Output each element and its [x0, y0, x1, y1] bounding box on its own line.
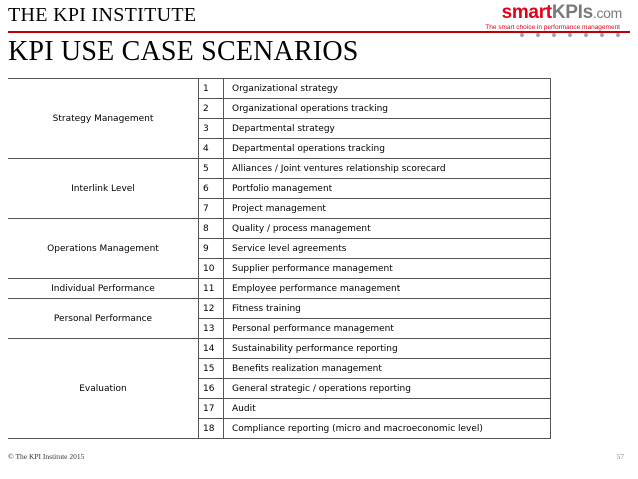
logo-dot	[520, 33, 524, 37]
kpi-table-body	[8, 79, 551, 439]
scenario-number: 16	[199, 379, 224, 399]
scenario-label: Alliances / Joint ventures relationship scorecard	[224, 159, 551, 179]
logo-dot	[600, 33, 604, 37]
table-row	[8, 159, 551, 179]
scenario-number: 13	[199, 319, 224, 339]
scenario-label: Quality / process management	[224, 219, 551, 239]
scenario-number: 7	[199, 199, 224, 219]
scenario-label: Employee performance management	[224, 279, 551, 299]
table-row	[8, 219, 551, 239]
scenario-label: Departmental operations tracking	[224, 139, 551, 159]
table-row	[8, 299, 551, 319]
scenario-number: 14	[199, 339, 224, 359]
category-cell: Individual Performance	[8, 279, 199, 299]
category-cell: Evaluation	[8, 339, 199, 439]
scenario-number: 4	[199, 139, 224, 159]
footer-copyright: © The KPI Institute 2015	[8, 452, 85, 461]
scenario-number: 10	[199, 259, 224, 279]
kpi-table	[8, 78, 551, 439]
scenario-label: Organizational strategy	[224, 79, 551, 99]
table-row	[8, 339, 551, 359]
brand-letter-t: T	[8, 4, 21, 26]
scenario-label: Benefits realization management	[224, 359, 551, 379]
logo-kpis: KPIs	[551, 2, 593, 23]
scenario-number: 1	[199, 79, 224, 99]
logo-dot	[616, 33, 620, 37]
category-cell: Interlink Level	[8, 159, 199, 219]
page-title: KPI USE CASE SCENARIOS	[8, 36, 359, 67]
brand-word-institute: NSTITUTE	[98, 4, 197, 26]
category-cell: Operations Management	[8, 219, 199, 279]
header-divider	[8, 31, 630, 33]
logo-dot	[568, 33, 572, 37]
scenario-number: 17	[199, 399, 224, 419]
scenario-number: 6	[199, 179, 224, 199]
logo-wordmark	[502, 2, 622, 24]
logo-dot	[536, 33, 540, 37]
brand-letter-i: I	[91, 4, 99, 26]
scenario-label: Personal performance management	[224, 319, 551, 339]
scenario-number: 11	[199, 279, 224, 299]
brand-word-the: HE	[20, 4, 54, 26]
category-cell: Personal Performance	[8, 299, 199, 339]
logo-com: .com	[592, 5, 622, 21]
page-number: 57	[616, 452, 624, 461]
scenario-number: 2	[199, 99, 224, 119]
logo-dots	[520, 33, 620, 37]
scenario-label: Project management	[224, 199, 551, 219]
scenario-label: Audit	[224, 399, 551, 419]
scenario-number: 15	[199, 359, 224, 379]
scenario-label: General strategic / operations reporting	[224, 379, 551, 399]
logo-dot	[584, 33, 588, 37]
scenario-number: 8	[199, 219, 224, 239]
scenario-label: Organizational operations tracking	[224, 99, 551, 119]
scenario-number: 18	[199, 419, 224, 439]
logo-smart: smart	[501, 2, 552, 23]
scenario-label: Compliance reporting (micro and macroeconomic level)	[224, 419, 551, 439]
scenario-label: Fitness training	[224, 299, 551, 319]
logo-tagline: The smart choice in performance management	[485, 24, 620, 31]
scenario-number: 3	[199, 119, 224, 139]
table-row	[8, 79, 551, 99]
scenario-number: 12	[199, 299, 224, 319]
scenario-label: Service level agreements	[224, 239, 551, 259]
smartkpis-logo	[485, 2, 622, 40]
scenario-label: Supplier performance management	[224, 259, 551, 279]
logo-dot	[552, 33, 556, 37]
scenario-label: Sustainability performance reporting	[224, 339, 551, 359]
brand-title	[8, 4, 196, 27]
brand-word-kpi: KPI	[53, 4, 92, 26]
category-cell: Strategy Management	[8, 79, 199, 159]
scenario-number: 5	[199, 159, 224, 179]
scenario-number: 9	[199, 239, 224, 259]
scenario-label: Portfolio management	[224, 179, 551, 199]
table-row	[8, 279, 551, 299]
scenario-label: Departmental strategy	[224, 119, 551, 139]
